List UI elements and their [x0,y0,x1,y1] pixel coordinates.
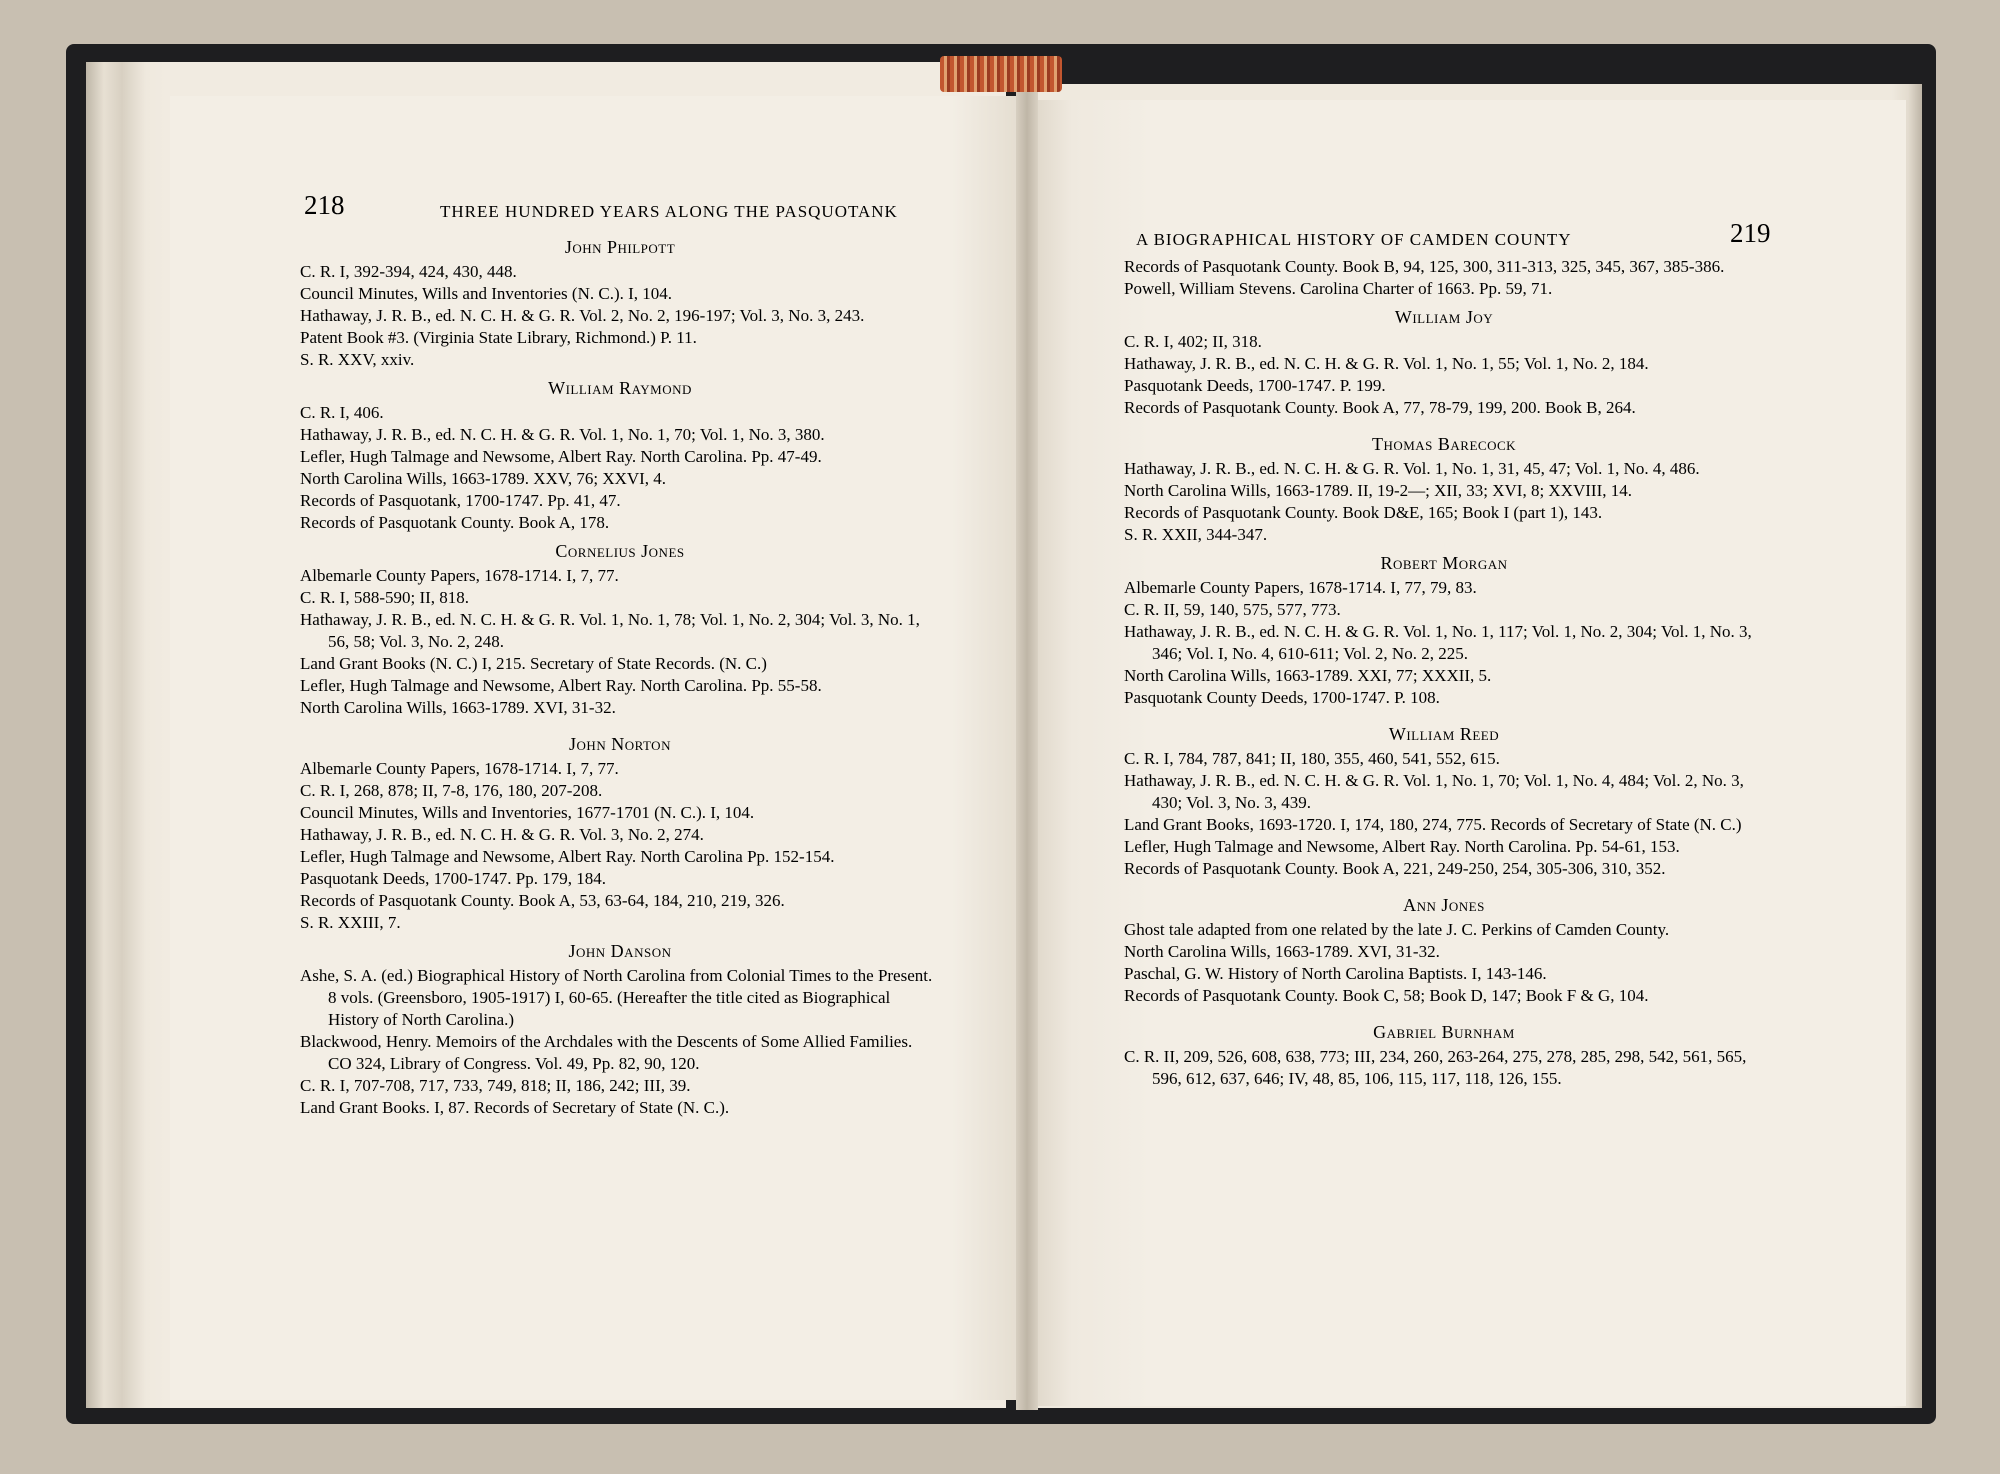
book-gutter [1016,92,1038,1410]
section-name: William Joy [1394,307,1494,327]
bib-entry: Hathaway, J. R. B., ed. N. C. H. & G. R. Vol. 1, No. 1, 70; Vol. 1, No. 3, 380. [300,425,825,444]
bib-entry: Powell, William Stevens. Carolina Charter of 1663. Pp. 59, 71. [1124,279,1553,298]
bib-entry: C. R. II, 209, 526, 608, 638, 773; III, 234, 260, 263-264, 275, 278, 285, 298, 542, 561, 565, 596, 612, 637, 646; IV, 48, 85, 106, 115, 117, 118, 126, 155. [1124,1047,1747,1088]
bib-entry: C. R. II, 59, 140, 575, 577, 773. [1124,600,1341,619]
bib-entry: C. R. I, 392-394, 424, 430, 448. [300,262,517,281]
bib-entry: Hathaway, J. R. B., ed. N. C. H. & G. R. Vol. 1, No. 1, 78; Vol. 1, No. 2, 304; Vol. 3, No. 1, 56, 58; Vol. 3, No. 2, 248. [300,610,920,651]
bib-entry: Records of Pasquotank, 1700-1747. Pp. 41, 47. [300,491,621,510]
section-name: Cornelius Jones [555,541,685,561]
bib-entry: Lefler, Hugh Talmage and Newsome, Albert Ray. North Carolina Pp. 152-154. [300,847,835,866]
book-headband [940,56,1062,92]
section-name: Robert Morgan [1380,553,1508,573]
bib-entry: S. R. XXIII, 7. [300,913,401,932]
bib-entry: C. R. I, 406. [300,403,384,422]
bib-section [300,940,940,1119]
bib-section [1124,894,1764,1007]
bib-entry: Albemarle County Papers, 1678-1714. I, 77, 79, 83. [1124,578,1477,597]
bib-entry: North Carolina Wills, 1663-1789. XXI, 77; XXXII, 5. [1124,666,1492,685]
bib-section [1124,552,1764,709]
bib-entry: Lefler, Hugh Talmage and Newsome, Albert Ray. North Carolina. Pp. 47-49. [300,447,822,466]
bib-entry: S. R. XXV, xxiv. [300,350,415,369]
bib-entry: Records of Pasquotank County. Book A, 178. [300,513,610,532]
right-page-bibliography [1124,256,1764,1090]
bib-entry: Ghost tale adapted from one related by the late J. C. Perkins of Camden County. [1124,920,1670,939]
bib-entry: Council Minutes, Wills and Inventories (N. C.). I, 104. [300,284,673,303]
bib-entry: Albemarle County Papers, 1678-1714. I, 7, 77. [300,566,619,585]
bib-entry: Albemarle County Papers, 1678-1714. I, 7, 77. [300,759,619,778]
bib-section [300,377,940,534]
bib-entry: Ashe, S. A. (ed.) Biographical History of North Carolina from Colonial Times to the Present. 8 vols. (Greensboro, 1905-1917) I, 60-65. (Hereafter the title cited as Biographical History of North Carolina.) [300,966,933,1029]
bib-entry: Records of Pasquotank County. Book A, 53, 63-64, 184, 210, 219, 326. [300,891,785,910]
section-name: Thomas Barecock [1371,434,1517,454]
section-name: John Norton [569,734,671,754]
bib-entry: Hathaway, J. R. B., ed. N. C. H. & G. R. Vol. 1, No. 1, 117; Vol. 1, No. 2, 304; Vol. 1, No. 3, 346; Vol. I, No. 4, 610-611; Vol. 2, No. 2, 225. [1124,622,1752,663]
bib-entry: Records of Pasquotank County. Book B, 94, 125, 300, 311-313, 325, 345, 367, 385-386. [1124,257,1725,276]
bib-entry: Records of Pasquotank County. Book C, 58; Book D, 147; Book F & G, 104. [1124,986,1649,1005]
left-page-number: 218 [304,190,345,220]
bib-entry: Hathaway, J. R. B., ed. N. C. H. & G. R. Vol. 1, No. 1, 55; Vol. 1, No. 2, 184. [1124,354,1649,373]
bib-section-continued [1124,256,1764,300]
bib-entry: Pasquotank Deeds, 1700-1747. Pp. 179, 184. [300,869,606,888]
bib-entry: Patent Book #3. (Virginia State Library, Richmond.) P. 11. [300,328,697,347]
bib-entry: Land Grant Books, 1693-1720. I, 174, 180, 274, 775. Records of Secretary of State (N. C.) [1124,815,1742,834]
left-running-head: THREE HUNDRED YEARS ALONG THE PASQUOTANK [440,202,898,221]
bib-entry: C. R. I, 402; II, 318. [1124,332,1262,351]
bib-entry: Lefler, Hugh Talmage and Newsome, Albert Ray. North Carolina. Pp. 54-61, 153. [1124,837,1680,856]
left-page-header [300,190,940,232]
right-page-number: 219 [1730,218,1771,248]
bib-entry: Pasquotank Deeds, 1700-1747. P. 199. [1124,376,1386,395]
bib-entry: Paschal, G. W. History of North Carolina Baptists. I, 143-146. [1124,964,1547,983]
bib-entry: North Carolina Wills, 1663-1789. XXV, 76; XXVI, 4. [300,469,667,488]
bib-entry: Lefler, Hugh Talmage and Newsome, Albert Ray. North Carolina. Pp. 55-58. [300,676,822,695]
section-name: William Raymond [548,378,692,398]
bib-section [300,540,940,719]
bib-entry: Records of Pasquotank County. Book A, 77, 78-79, 199, 200. Book B, 264. [1124,398,1636,417]
right-page-header [1136,218,1776,260]
bib-entry: C. R. I, 588-590; II, 818. [300,588,470,607]
bib-section [300,236,940,371]
bib-entry: C. R. I, 707-708, 717, 733, 749, 818; II, 186, 242; III, 39. [300,1076,691,1095]
bib-entry: North Carolina Wills, 1663-1789. XVI, 31-32. [300,698,616,717]
bib-entry: Hathaway, J. R. B., ed. N. C. H. & G. R. Vol. 1, No. 1, 31, 45, 47; Vol. 1, No. 4, 486. [1124,459,1700,478]
section-name: John Danson [568,941,672,961]
bib-entry: Land Grant Books (N. C.) I, 215. Secretary of State Records. (N. C.) [300,654,767,673]
bib-entry: S. R. XXII, 344-347. [1124,525,1268,544]
left-page-bibliography [300,236,940,1119]
bib-entry: Hathaway, J. R. B., ed. N. C. H. & G. R. Vol. 2, No. 2, 196-197; Vol. 3, No. 3, 243. [300,306,865,325]
bib-entry: Pasquotank County Deeds, 1700-1747. P. 108. [1124,688,1440,707]
bib-entry: Land Grant Books. I, 87. Records of Secretary of State (N. C.). [300,1098,730,1117]
bib-entry: C. R. I, 268, 878; II, 7-8, 176, 180, 207-208. [300,781,603,800]
bib-section [300,733,940,934]
bib-entry: Records of Pasquotank County. Book D&E, 165; Book I (part 1), 143. [1124,503,1603,522]
section-name: Gabriel Burnham [1373,1022,1515,1042]
bib-section [1124,306,1764,419]
bib-entry: Council Minutes, Wills and Inventories, 1677-1701 (N. C.). I, 104. [300,803,755,822]
bib-entry: Records of Pasquotank County. Book A, 221, 249-250, 254, 305-306, 310, 352. [1124,859,1666,878]
bib-entry: C. R. I, 784, 787, 841; II, 180, 355, 460, 541, 552, 615. [1124,749,1500,768]
bib-section [1124,1021,1764,1090]
bib-entry: Hathaway, J. R. B., ed. N. C. H. & G. R. Vol. 3, No. 2, 274. [300,825,704,844]
bib-entry: North Carolina Wills, 1663-1789. XVI, 31-32. [1124,942,1440,961]
bib-section [1124,433,1764,546]
bib-entry: Blackwood, Henry. Memoirs of the Archdales with the Descents of Some Allied Families. CO 324, Library of Congress. Vol. 49, Pp. 82, 90, 120. [300,1032,913,1073]
right-running-head: A BIOGRAPHICAL HISTORY OF CAMDEN COUNTY [1136,230,1572,249]
bib-entry: Hathaway, J. R. B., ed. N. C. H. & G. R. Vol. 1, No. 1, 70; Vol. 1, No. 4, 484; Vol. 2, No. 3, 430; Vol. 3, No. 3, 439. [1124,771,1744,812]
section-name: John Philpott [564,237,676,257]
bib-section [1124,723,1764,880]
bib-entry: North Carolina Wills, 1663-1789. II, 19-2—; XII, 33; XVI, 8; XXVIII, 14. [1124,481,1632,500]
section-name: William Reed [1388,724,1500,744]
section-name: Ann Jones [1403,895,1485,915]
